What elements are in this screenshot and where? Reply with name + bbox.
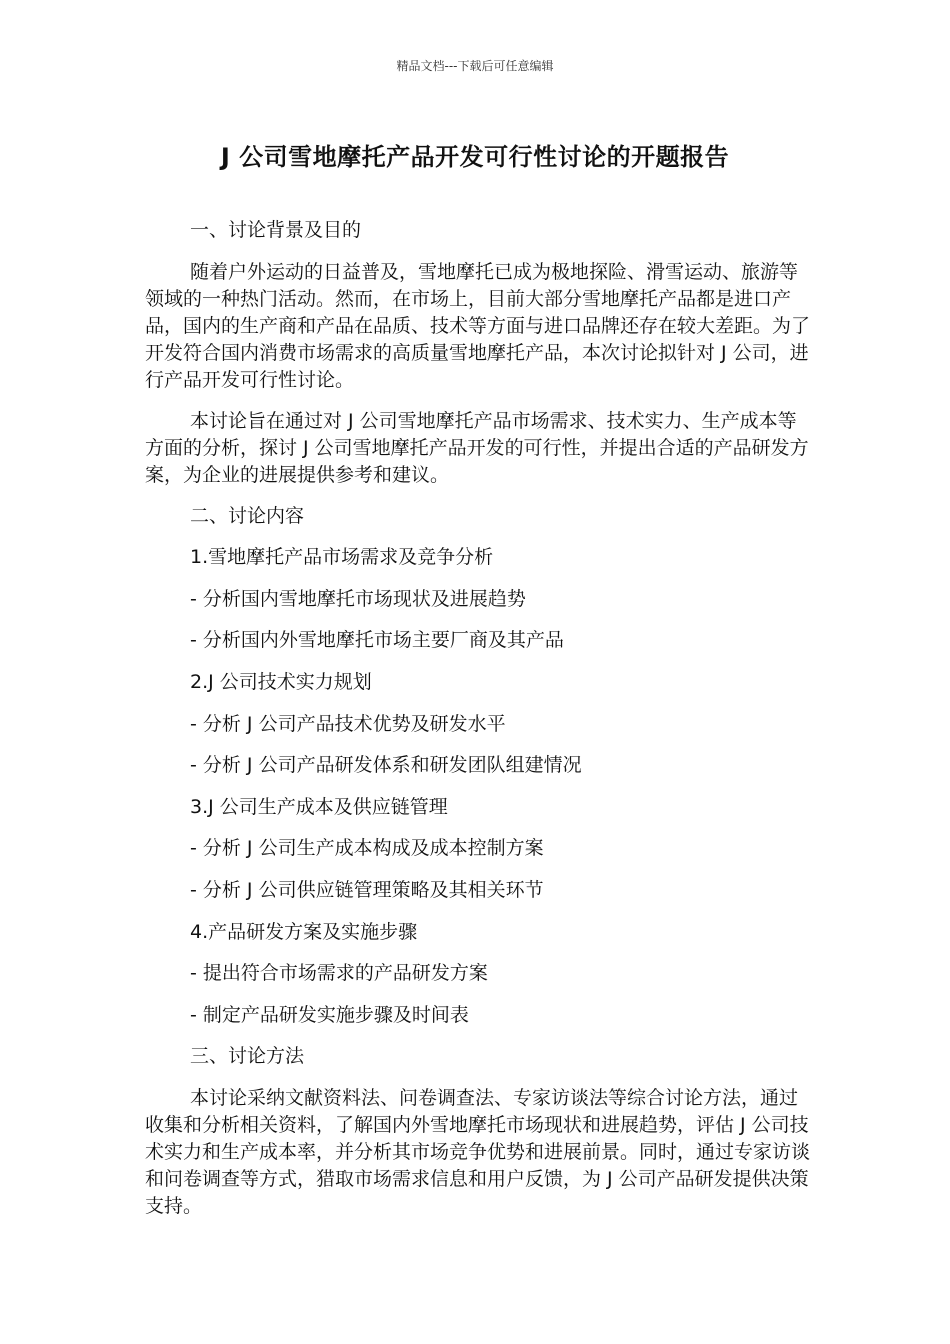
- list-item: - 分析 J 公司产品研发体系和研发团队组建情况: [190, 754, 582, 777]
- document-body: [145, 217, 810, 1234]
- list-item: 1.雪地摩托产品市场需求及竞争分析: [190, 546, 494, 569]
- paragraph: 本讨论采纳文献资料法、问卷调查法、专家访谈法等综合讨论方法，通过收集和分析相关资料，了解国内外雪地摩托市场现状和进展趋势，评估 J 公司技术实力和生产成本率，并分析其市场竞争优势和进展前景。同时，通过专家访谈和问卷调查等方式，猎取市场需求信息和用户反馈，为 J 公司产品研发提供决策支持。: [145, 1086, 811, 1217]
- paragraph: 随着户外运动的日益普及，雪地摩托已成为极地探险、滑雪运动、旅游等领域的一种热门活动。然而，在市场上，目前大部分雪地摩托产品都是进口产品，国内的生产商和产品在品质、技术等方面与进口品牌还存在较大差距。为了开发符合国内消费市场需求的高质量雪地摩托产品，本次讨论拟针对 J 公司，进行产品开发可行性讨论。: [145, 260, 811, 391]
- list-item: - 分析国内雪地摩托市场现状及进展趋势: [190, 587, 526, 610]
- section-heading: 一、讨论背景及目的: [190, 219, 362, 241]
- list-item: 4.产品研发方案及实施步骤: [190, 920, 418, 943]
- paragraph: 本讨论旨在通过对 J 公司雪地摩托产品市场需求、技术实力、生产成本等方面的分析，探讨 J 公司雪地摩托产品开发的可行性，并提出合适的产品研发方案，为企业的进展提供参考和建议。: [145, 409, 809, 486]
- list-item: 2.J 公司技术实力规划: [190, 670, 372, 693]
- section-heading: 二、讨论内容: [190, 504, 305, 527]
- list-item: - 提出符合市场需求的产品研发方案: [190, 962, 488, 985]
- list-item: - 分析 J 公司生产成本构成及成本控制方案: [190, 837, 544, 860]
- document-title: J 公司雪地摩托产品开发可行性讨论的开题报告: [220, 143, 730, 171]
- list-item: - 分析 J 公司供应链管理策略及其相关环节: [190, 878, 544, 901]
- list-item: - 分析 J 公司产品技术优势及研发水平: [190, 712, 506, 735]
- section-heading: 三、讨论方法: [190, 1045, 305, 1068]
- header-note: 精品文档---下载后可任意编辑: [396, 59, 554, 73]
- list-item: - 制定产品研发实施步骤及时间表: [190, 1003, 469, 1026]
- list-item: 3.J 公司生产成本及供应链管理: [190, 795, 448, 818]
- list-item: - 分析国内外雪地摩托市场主要厂商及其产品: [190, 629, 564, 652]
